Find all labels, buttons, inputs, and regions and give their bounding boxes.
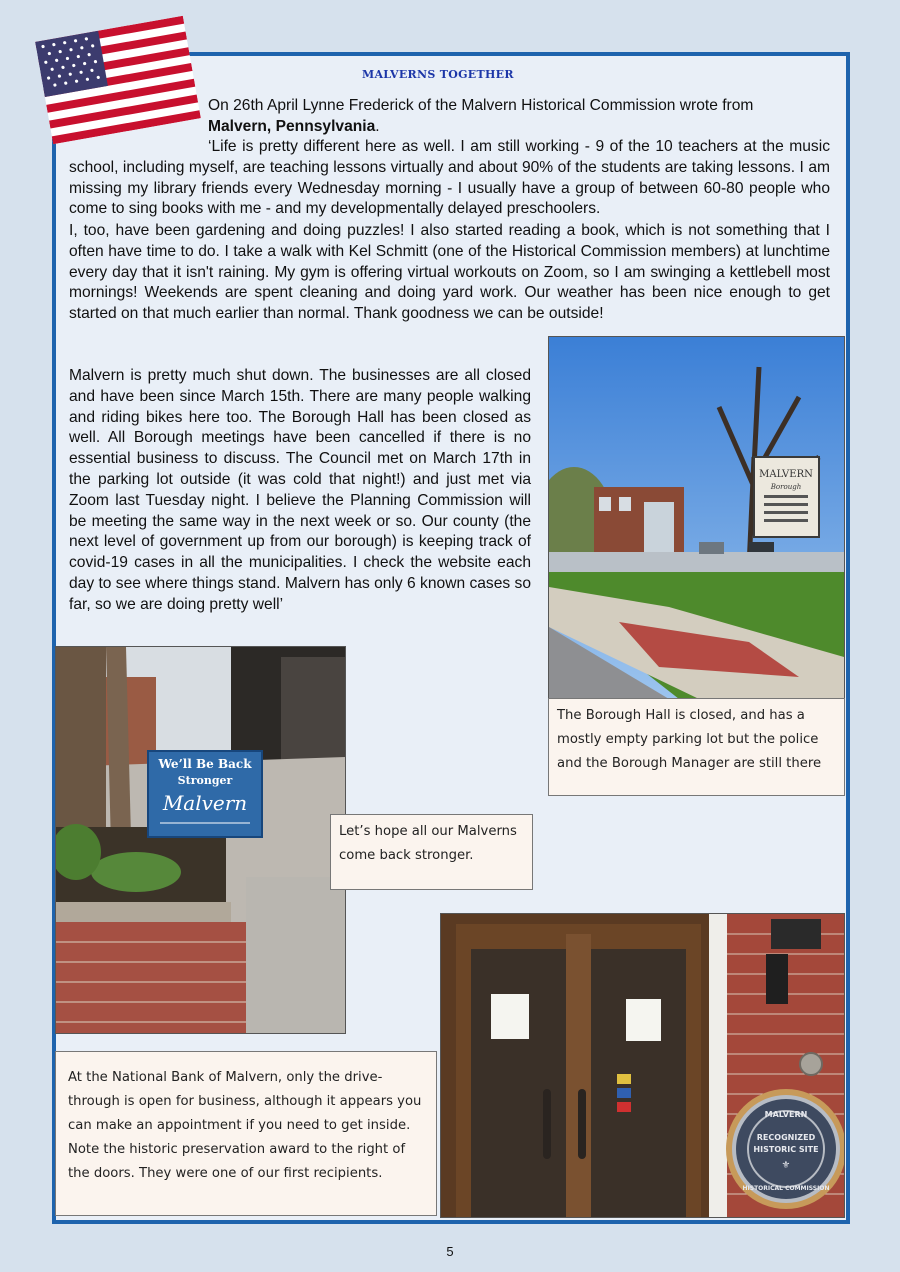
street-sign-caption: Let’s hope all our Malverns come back stronger.: [330, 814, 533, 890]
intro-line: On 26th April Lynne Frederick of the Malvern Historical Commission wrote from: [208, 97, 754, 114]
page-number: 5: [446, 1244, 454, 1259]
sign-name: MALVERN: [759, 469, 813, 480]
body-paragraph-3: Malvern is pretty much shut down. The businesses are all closed and have been since March 15th. There are many people walking and riding bikes here too. The Borough Hall has been closed as well. All Borough meetings have been cancelled if there is no essential business to discuss. The Council met on March 17th in the parking lot outside (it was cold that night!) and just met via Zoom last Tuesday night. I believe the Planning Commission will be meeting the same way in the next week or so. Our county (the next level of government up from our borough) is keeping track of covid-19 cases in all the municipalities. I check the website each day to see where things stand. Malvern has only 6 known cases so far, so we are doing pretty well’: [69, 367, 532, 613]
sign-sub: Borough: [770, 483, 802, 491]
borough-hall-photo: [548, 336, 845, 700]
body-paragraph-1: ‘Life is pretty different here as well. I am still working - 9 of the 10 teachers at the music school, including myself, are teaching lessons virtually and about 90% of the students are taking lessons. I am missing my library friends every Wednesday morning - I usually have a group of between 60-80 people who come to sing books with me - and my developmentally delayed preschoolers.: [69, 138, 830, 218]
page-title: MALVERNS TOGETHER: [362, 68, 514, 81]
sign-line-1: We’ll Be Back: [158, 757, 252, 771]
plaque-top: MALVERN: [764, 1110, 808, 1119]
intro-place: Malvern, Pennsylvania: [208, 117, 376, 135]
sign-line-2: Stronger: [177, 774, 233, 787]
fleur-de-lis-icon: ⚜: [781, 1160, 791, 1171]
intro-paragraph: [208, 96, 808, 138]
plaque-mid-2: HISTORIC SITE: [753, 1145, 819, 1154]
bank-doors-photo: [440, 913, 845, 1218]
sign-line-3: Malvern: [162, 791, 248, 815]
plaque-mid-1: RECOGNIZED: [756, 1133, 816, 1142]
body-paragraph-2: I, too, have been gardening and doing puzzles! I also started reading a book, which is not something that I often have time to do. I take a walk with Kel Schmitt (one of the Historical Commission members) at lunchtime every day that it isn't raining. My gym is offering virtual workouts on Zoom, so I am swinging a kettlebell most mornings! Weekends are spent cleaning and doing yard work. Our weather has been nice enough to get started on that much earlier than normal. Thank goodness we can be outside!: [69, 222, 830, 323]
bank-caption: At the National Bank of Malvern, only the drive-through is open for business, although it appears you can make an appointment if you need to get inside. Note the historic preservation award to the right of the doors. They were one of our first recipients.: [55, 1051, 437, 1216]
plaque-bottom: HISTORICAL COMMISSION: [742, 1185, 830, 1192]
borough-hall-caption: The Borough Hall is closed, and has a mostly empty parking lot but the police and the Borough Manager are still there: [548, 698, 845, 796]
street-sign-photo: [55, 646, 346, 1034]
intro-period: .: [375, 117, 380, 135]
